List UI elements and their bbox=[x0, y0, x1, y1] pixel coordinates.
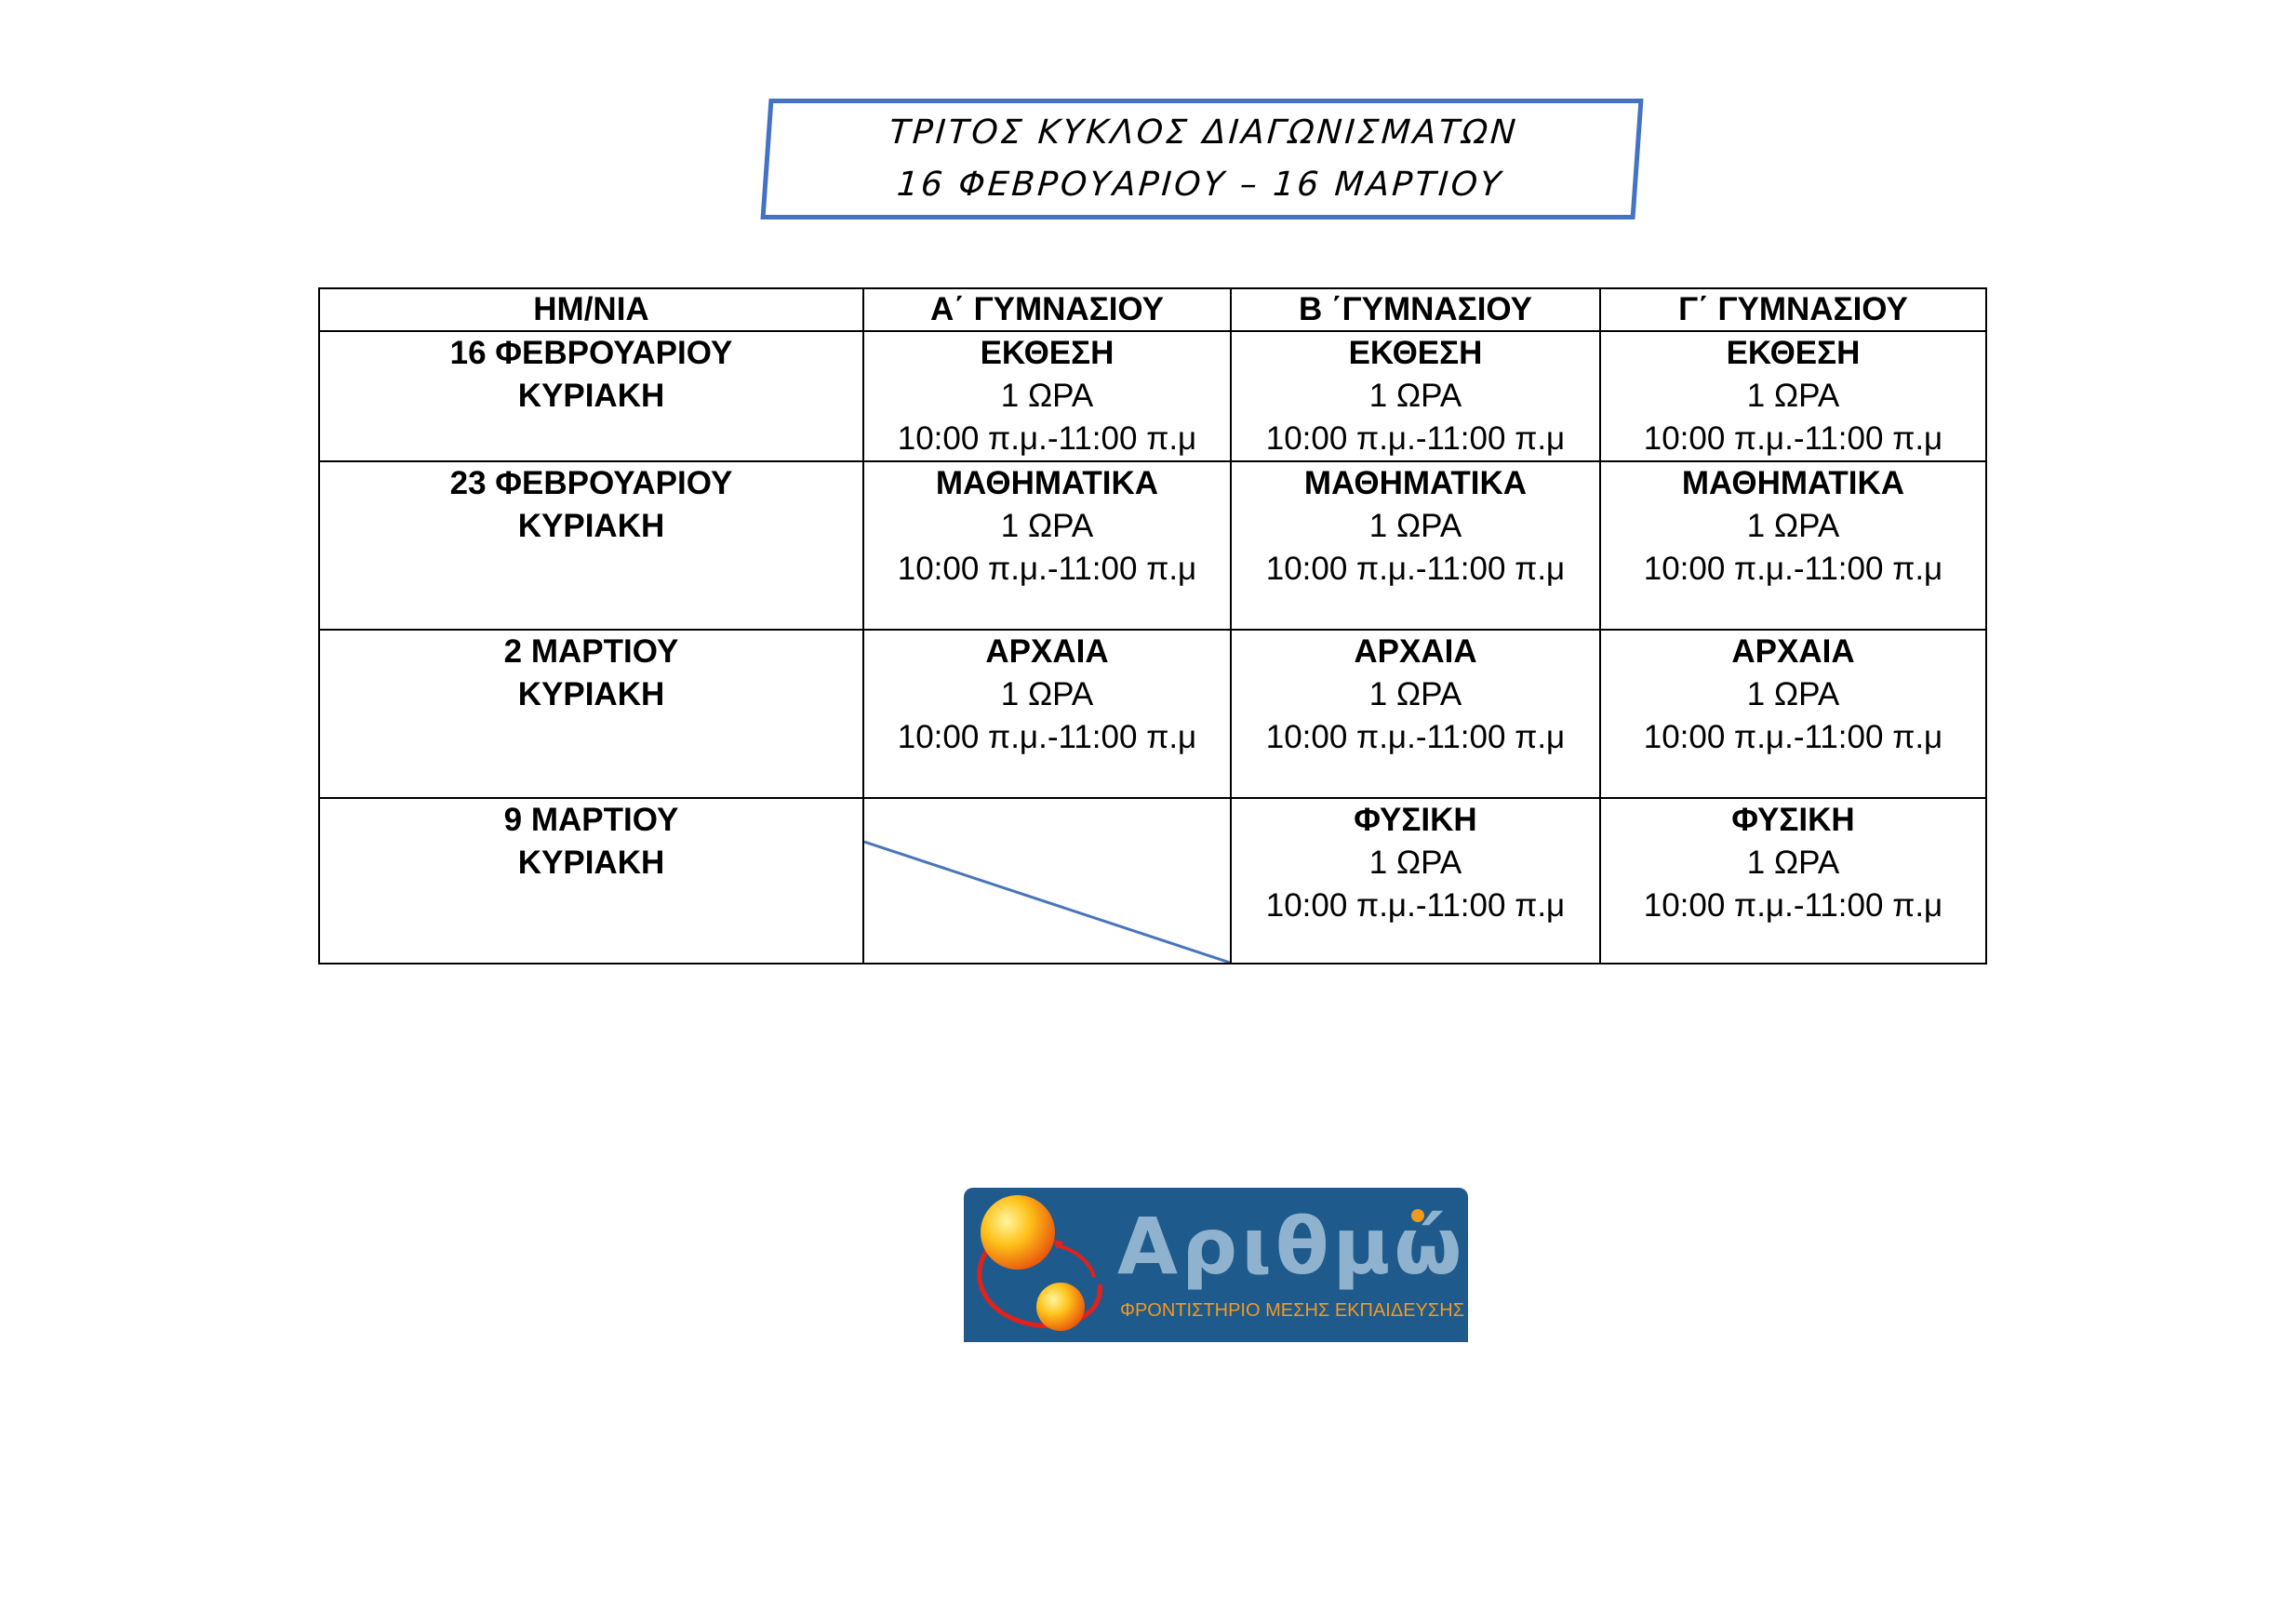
time-text: 10:00 π.μ.-11:00 π.μ bbox=[1643, 551, 1943, 587]
duration-text: 1 ΩΡΑ bbox=[1746, 508, 1840, 544]
title-line-2: 16 ΦΕΒΡΟΥΑΡΙΟΥ – 16 ΜΑΡΤΙΟΥ bbox=[895, 166, 1505, 204]
time-text: 10:00 π.μ.-11:00 π.μ bbox=[897, 719, 1197, 755]
duration-text: 1 ΩΡΑ bbox=[1368, 676, 1462, 712]
date-cell bbox=[319, 331, 863, 461]
table-row bbox=[319, 630, 1986, 798]
date-text: 16 ΦΕΒΡΟΥΑΡΙΟΥ bbox=[449, 335, 733, 371]
header-grade-c: Γ΄ ΓΥΜΝΑΣΙΟΥ bbox=[1600, 288, 1986, 331]
logo-tagline: ΦΡΟΝΤΙΣΤΗΡΙΟ ΜΕΣΗΣ ΕΚΠΑΙΔΕΥΣΗΣ bbox=[1120, 1300, 1465, 1321]
date-cell bbox=[319, 630, 863, 798]
exam-cell bbox=[1231, 630, 1600, 798]
subject-text: ΜΑΘΗΜΑΤΙΚΑ bbox=[1681, 465, 1905, 501]
exam-cell bbox=[1231, 798, 1600, 964]
empty-exam-cell bbox=[863, 798, 1231, 964]
duration-text: 1 ΩΡΑ bbox=[1746, 845, 1840, 881]
schedule-table bbox=[318, 287, 1987, 964]
duration-text: 1 ΩΡΑ bbox=[1368, 845, 1462, 881]
table-row bbox=[319, 461, 1986, 630]
day-text: ΚΥΡΙΑΚΗ bbox=[517, 676, 665, 712]
time-text: 10:00 π.μ.-11:00 π.μ bbox=[1643, 719, 1943, 755]
time-text: 10:00 π.μ.-11:00 π.μ bbox=[1643, 887, 1943, 924]
exam-cell bbox=[863, 630, 1231, 798]
date-text: 23 ΦΕΒΡΟΥΑΡΙΟΥ bbox=[449, 465, 733, 501]
subject-text: ΕΚΘΕΣΗ bbox=[1348, 335, 1483, 371]
subject-text: ΑΡΧΑΙΑ bbox=[1731, 633, 1855, 670]
logo-wordmark: Αριθμώ bbox=[1117, 1201, 1466, 1292]
duration-text: 1 ΩΡΑ bbox=[1368, 508, 1462, 544]
duration-text: 1 ΩΡΑ bbox=[1746, 378, 1840, 414]
strike-line bbox=[864, 799, 1230, 963]
exam-cell bbox=[863, 331, 1231, 461]
arithmo-logo bbox=[964, 1188, 1468, 1342]
exam-cell bbox=[1600, 331, 1986, 461]
header-date: ΗΜ/ΝΙΑ bbox=[319, 288, 863, 331]
header-row bbox=[319, 288, 1986, 331]
subject-text: ΦΥΣΙΚΗ bbox=[1731, 802, 1855, 838]
exam-cell bbox=[1600, 461, 1986, 630]
time-text: 10:00 π.μ.-11:00 π.μ bbox=[1265, 887, 1566, 924]
time-text: 10:00 π.μ.-11:00 π.μ bbox=[1643, 420, 1943, 457]
duration-text: 1 ΩΡΑ bbox=[1000, 676, 1094, 712]
duration-text: 1 ΩΡΑ bbox=[1368, 378, 1462, 414]
subject-text: ΜΑΘΗΜΑΤΙΚΑ bbox=[935, 465, 1159, 501]
time-text: 10:00 π.μ.-11:00 π.μ bbox=[1265, 420, 1566, 457]
date-cell bbox=[319, 461, 863, 630]
table-row bbox=[319, 331, 1986, 461]
day-text: ΚΥΡΙΑΚΗ bbox=[517, 845, 665, 881]
exam-cell bbox=[863, 461, 1231, 630]
subject-text: ΕΚΘΕΣΗ bbox=[980, 335, 1115, 371]
time-text: 10:00 π.μ.-11:00 π.μ bbox=[897, 551, 1197, 587]
time-text: 10:00 π.μ.-11:00 π.μ bbox=[1265, 719, 1566, 755]
exam-cell bbox=[1600, 630, 1986, 798]
title-line-1: ΤΡΙΤΟΣ ΚΥΚΛΟΣ ΔΙΑΓΩΝΙΣΜΑΤΩΝ bbox=[888, 113, 1520, 152]
header-grade-b: Β ΄ΓΥΜΝΑΣΙΟΥ bbox=[1231, 288, 1600, 331]
header-grade-a: Α΄ ΓΥΜΝΑΣΙΟΥ bbox=[863, 288, 1231, 331]
exam-cell bbox=[1600, 798, 1986, 964]
duration-text: 1 ΩΡΑ bbox=[1000, 378, 1094, 414]
subject-text: ΑΡΧΑΙΑ bbox=[1354, 633, 1477, 670]
subject-text: ΑΡΧΑΙΑ bbox=[985, 633, 1109, 670]
title-box bbox=[760, 99, 1643, 220]
date-text: 9 ΜΑΡΤΙΟΥ bbox=[503, 802, 679, 838]
subject-text: ΕΚΘΕΣΗ bbox=[1726, 335, 1861, 371]
date-text: 2 ΜΑΡΤΙΟΥ bbox=[503, 633, 679, 670]
subject-text: ΦΥΣΙΚΗ bbox=[1354, 802, 1477, 838]
duration-text: 1 ΩΡΑ bbox=[1000, 508, 1094, 544]
exam-cell bbox=[1231, 461, 1600, 630]
day-text: ΚΥΡΙΑΚΗ bbox=[517, 378, 665, 414]
subject-text: ΜΑΘΗΜΑΤΙΚΑ bbox=[1303, 465, 1528, 501]
exam-cell bbox=[1231, 331, 1600, 461]
duration-text: 1 ΩΡΑ bbox=[1746, 676, 1840, 712]
time-text: 10:00 π.μ.-11:00 π.μ bbox=[897, 420, 1197, 457]
table-row bbox=[319, 798, 1986, 964]
day-text: ΚΥΡΙΑΚΗ bbox=[517, 508, 665, 544]
date-cell bbox=[319, 798, 863, 964]
time-text: 10:00 π.μ.-11:00 π.μ bbox=[1265, 551, 1566, 587]
